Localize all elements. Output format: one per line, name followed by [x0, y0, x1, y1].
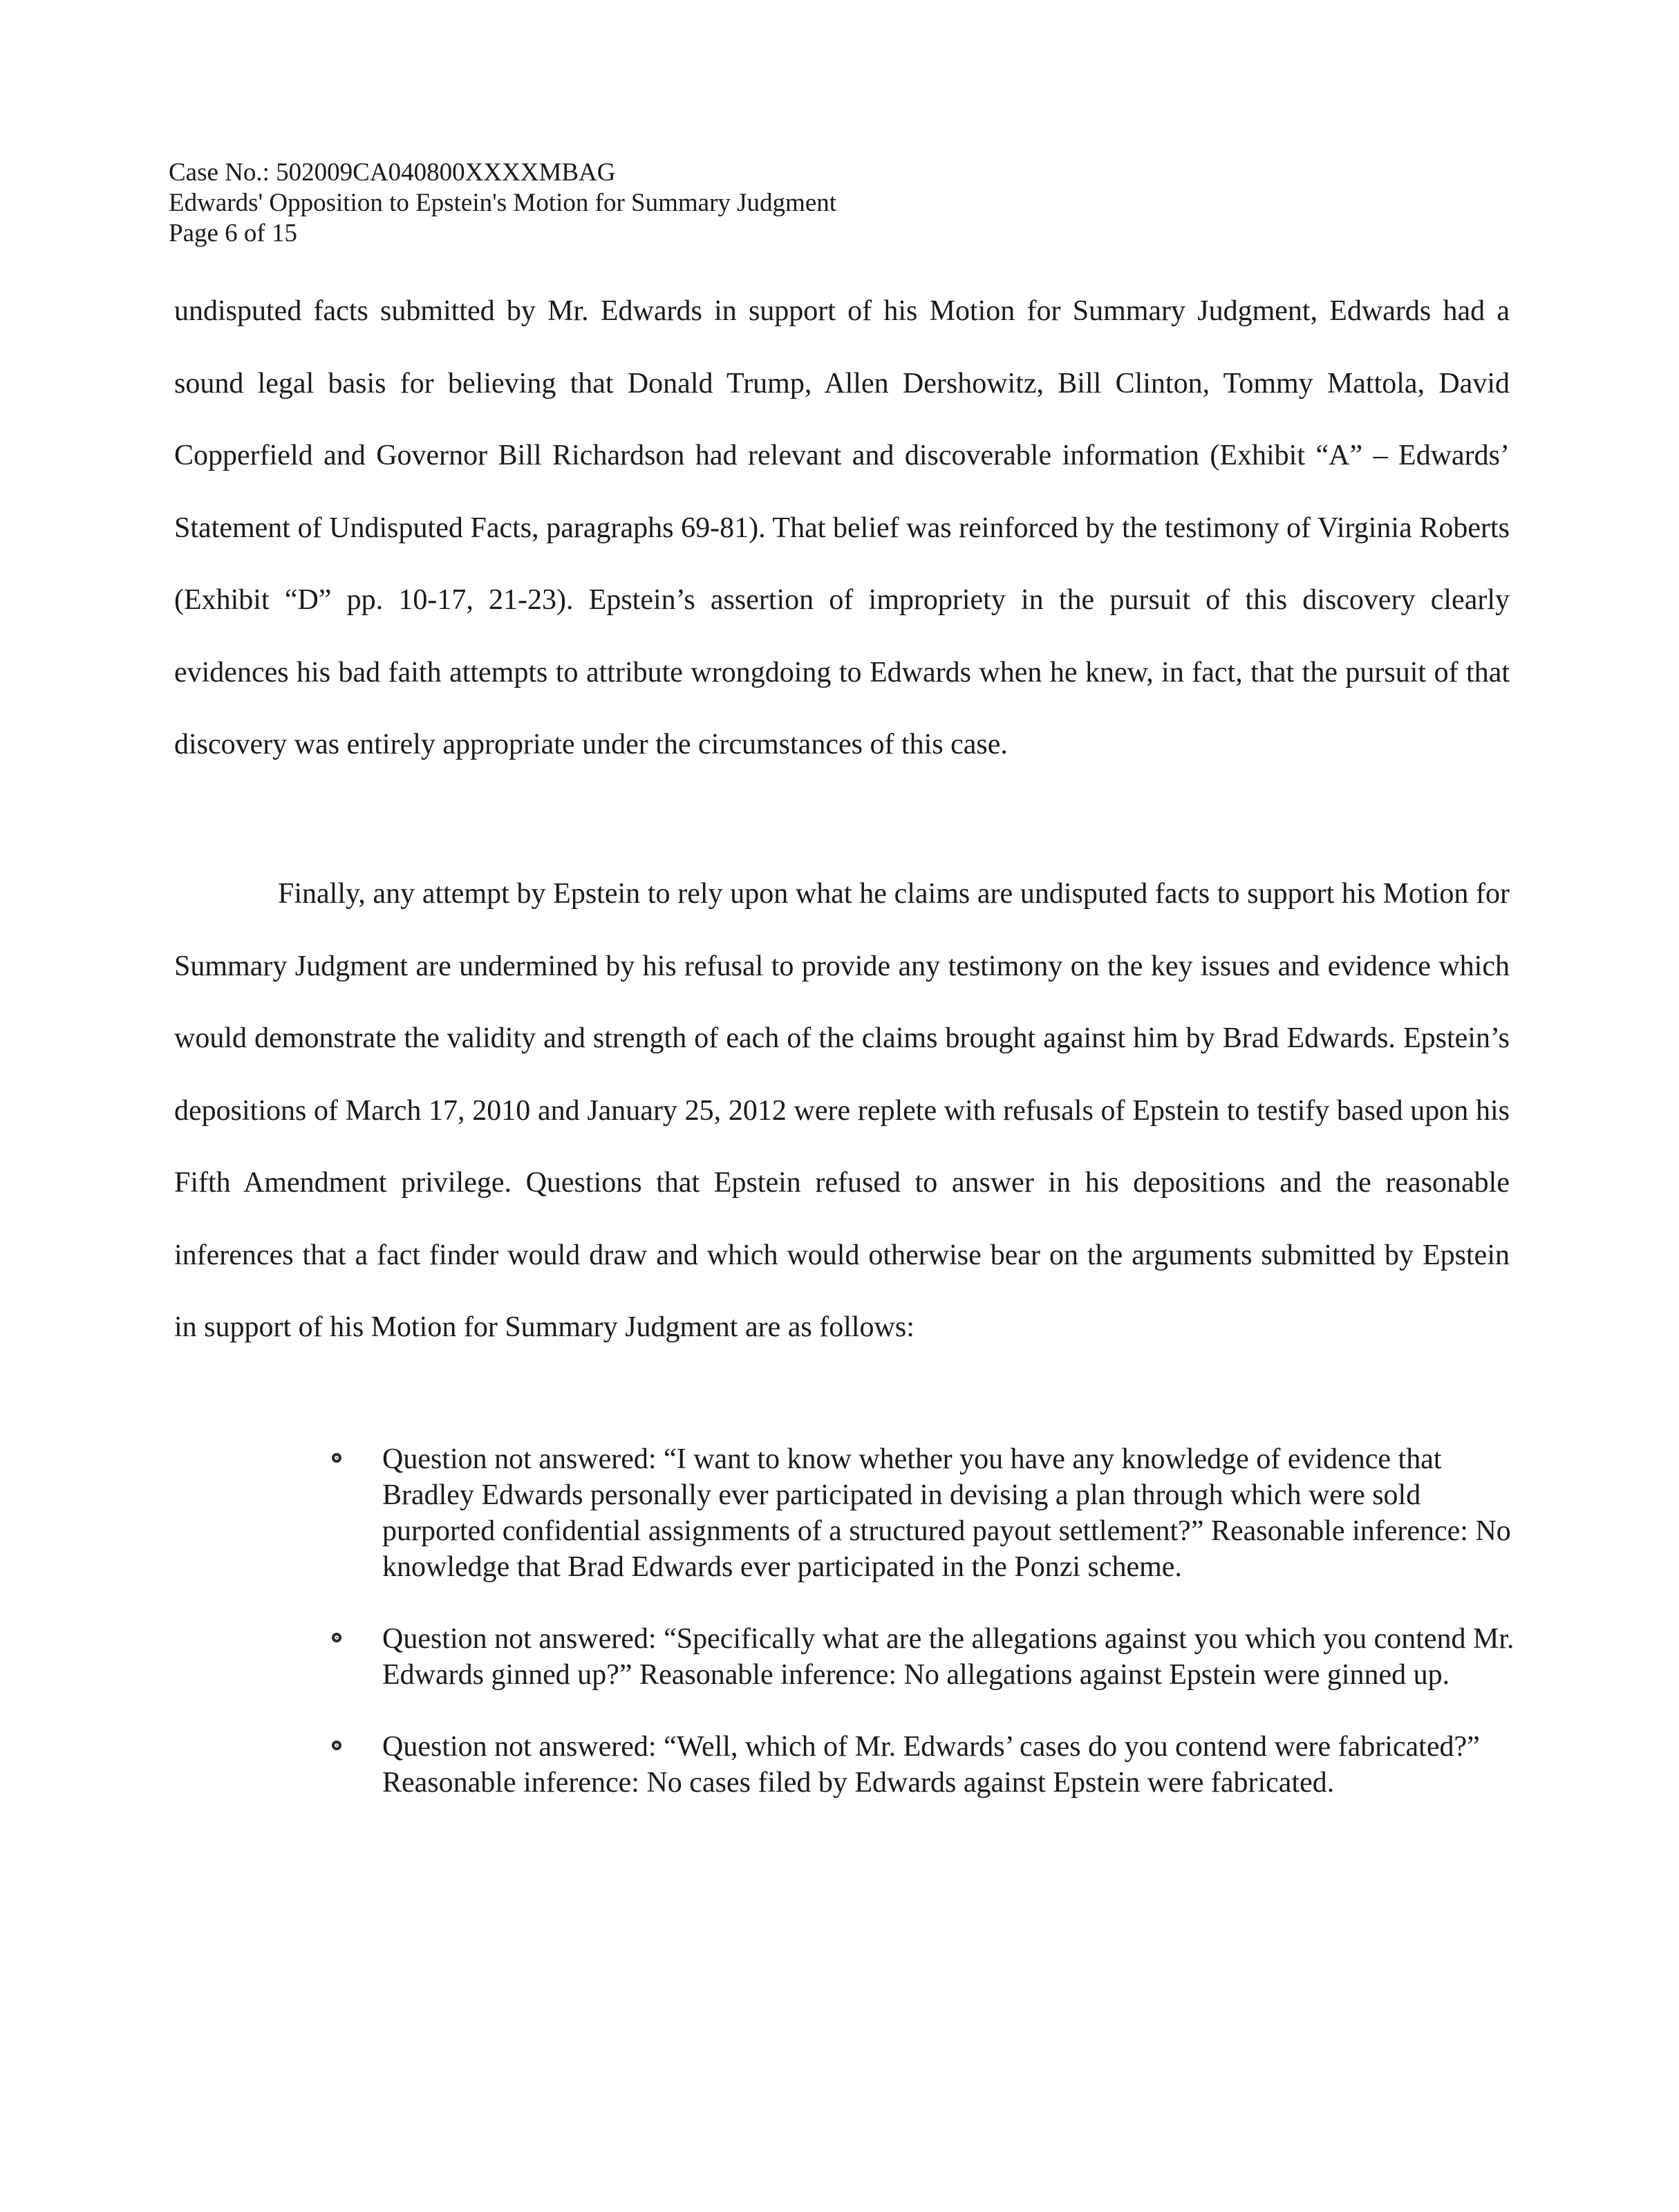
bullet-icon — [332, 1633, 341, 1642]
body-paragraph-2 — [174, 858, 1510, 1364]
case-number: Case No.: 502009CA040800XXXXMBAG — [169, 158, 616, 187]
list-item — [328, 1729, 1517, 1801]
list-item — [328, 1441, 1517, 1585]
bullet-icon — [332, 1741, 341, 1750]
list-item-text: Question not answered: “Well, which of Mr. Edwards’ cases do you contend were fabricated?” Reasonable inference: No cases filed by Edwards against Epstein were fabricated. — [382, 1731, 1480, 1799]
question-list — [328, 1441, 1517, 1837]
body-paragraph-1 — [174, 275, 1510, 781]
list-item-text: Question not answered: “Specifically what are the allegations against you which you contend Mr. Edwards ginned up?” Reasonable inference: No allegations against Epstein were ginned up. — [382, 1623, 1514, 1691]
bullet-icon — [332, 1453, 341, 1463]
list-item — [328, 1621, 1517, 1693]
document-title: Edwards' Opposition to Epstein's Motion for Summary Judgment — [169, 189, 837, 217]
paragraph-text: undisputed facts submitted by Mr. Edwards in support of his Motion for Summary Judgment, Edwards had a sound legal basis for believing that Donald Trump, Allen Dershowitz, Bill Clinton, Tommy Mattola, David Copperfield and Governor Bill Richardson had relevant and discoverable information (Exhibit “A” – Edwards’ Statement of Undisputed Facts, paragraphs 69-81). That belief was reinforced by the testimony of Virginia Roberts (Exhibit “D” pp. 10-17, 21-23). Epstein’s assertion of impropriety in the pursuit of this discovery clearly evidences his bad faith attempts to attribute wrongdoing to Edwards when he knew, in fact, that the pursuit of that discovery was entirely appropriate under the circumstances of this case. — [174, 295, 1510, 760]
document-header — [169, 158, 836, 249]
list-item-text: Question not answered: “I want to know whether you have any knowledge of evidence that Bradley Edwards personally ever participated in devising a plan through which were sold purported confidential assignments of a structured payout settlement?” Reasonable inference: No knowledge that Brad Edwards ever participated in the Ponzi scheme. — [382, 1443, 1511, 1583]
page-number: Page 6 of 15 — [169, 219, 297, 247]
paragraph-text: Finally, any attempt by Epstein to rely upon what he claims are undisputed facts to support his Motion for Summary Judgment are undermined by his refusal to provide any testimony on the key issues and evidence which would demonstrate the validity and strength of each of the claims brought against him by Brad Edwards. Epstein’s depositions of March 17, 2010 and January 25, 2012 were replete with refusals of Epstein to testify based upon his Fifth Amendment privilege. Questions that Epstein refused to answer in his depositions and the reasonable inferences that a fact finder would draw and which would otherwise bear on the arguments submitted by Epstein in support of his Motion for Summary Judgment are as follows: — [174, 878, 1510, 1343]
